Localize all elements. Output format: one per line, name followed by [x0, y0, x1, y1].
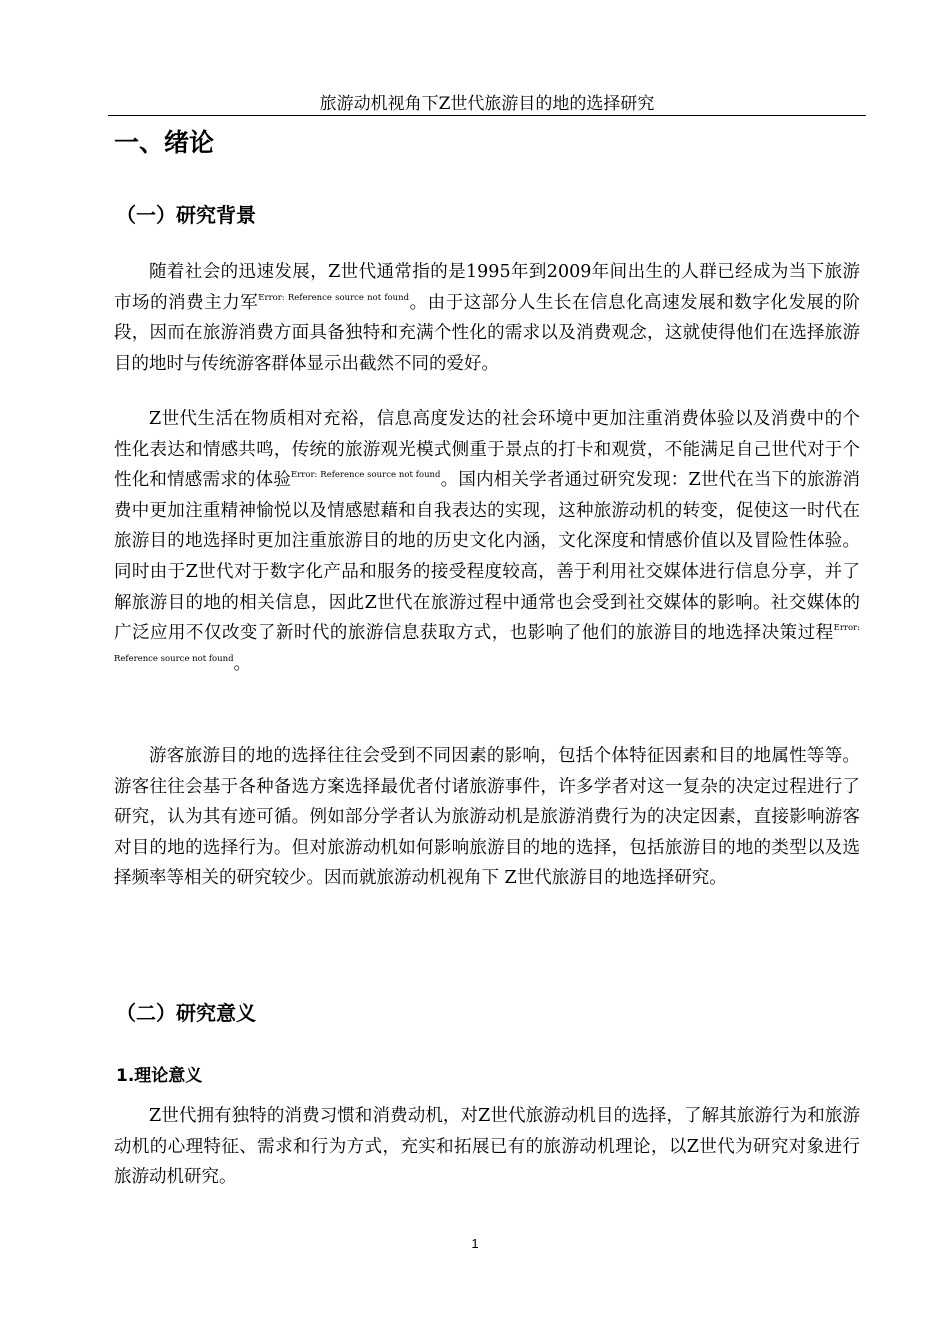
header-rule [108, 115, 866, 116]
running-header: 旅游动机视角下Z世代旅游目的地的选择研究 [319, 94, 655, 114]
paragraph-background-3: 游客旅游目的地的选择往往会受到不同因素的影响，包括个体特征因素和目的地属性等等。游客往往会基于各种备选方案选择最优者付诸旅游事件，许多学者对这一复杂的决定过程进行了研究，认为其有迹可循。例如部分学者认为旅游动机是旅游消费行为的决定因素，直接影响游客对目的地的选择行为。但对旅游动机如何影响旅游目的地的选择，包括旅游目的地的类型以及选择频率等相关的研究较少。因而就旅游动机视角下 Z世代旅游目的地选择研究。 [114, 746, 860, 889]
paragraph-theory: Z世代拥有独特的消费习惯和消费动机，对Z世代旅游动机目的选择，了解其旅游行为和旅游动机的心理特征、需求和行为方式，充实和拓展已有的旅游动机理论，以Z世代为研究对象进行旅游动机研究。 [114, 1106, 860, 1188]
paragraph-text: 。 [233, 653, 252, 674]
reference-error: Error: Reference source not found [291, 470, 441, 481]
paragraph-background-1 [114, 257, 860, 379]
paragraph-text: Z世代生活在物质相对充裕，信息高度发达的社会环境中更加注重消费体验以及消费中的个性化表达和情感共鸣，传统的旅游观光模式侧重于景点的打卡和观赏，不能满足自己世代对于个性化和情感需求的体验 [114, 409, 860, 491]
reference-error: Error: Reference source not found [258, 292, 410, 303]
chapter-heading: 一、绪论 [114, 128, 215, 157]
section-heading-background: （一）研究背景 [116, 203, 256, 227]
reference-error: Error: Reference source not found [114, 623, 860, 664]
paragraph-text: 随着社会的迅速发展，Z世代通常指的是1995年到2009年间出生的人群已经成为当下旅游市场的消费主力军 [114, 262, 860, 313]
paragraph-background-2 [114, 404, 860, 679]
subsection-heading-theory: 1.理论意义 [116, 1066, 203, 1086]
paragraph-text: 。国内相关学者通过研究发现：Z世代在当下的旅游消费中更加注重精神愉悦以及情感慰藉和自我表达的实现，这种旅游动机的转变，促使这一时代在旅游目的地选择时更加注重旅游目的地的历史文化内涵，文化深度和情感价值以及冒险性体验。同时由于Z世代对于数字化产品和服务的接受程度较高，善于利用社交媒体进行信息分享，并了解旅游目的地的相关信息，因此Z世代在旅游过程中通常也会受到社交媒体的影响。社交媒体的广泛应用不仅改变了新时代的旅游信息获取方式，也影响了他们的旅游目的地选择决策过程 [114, 470, 860, 644]
section-heading-significance: （二）研究意义 [116, 1001, 256, 1025]
paragraph-text: 。由于这部分人生长在信息化高速发展和数字化发展的阶段，因而在旅游消费方面具备独特和充满个性化的需求以及消费观念，这就使得他们在选择旅游目的地时与传统游客群体显示出截然不同的爱好。 [114, 292, 861, 374]
page-number: 1 [471, 1236, 479, 1251]
